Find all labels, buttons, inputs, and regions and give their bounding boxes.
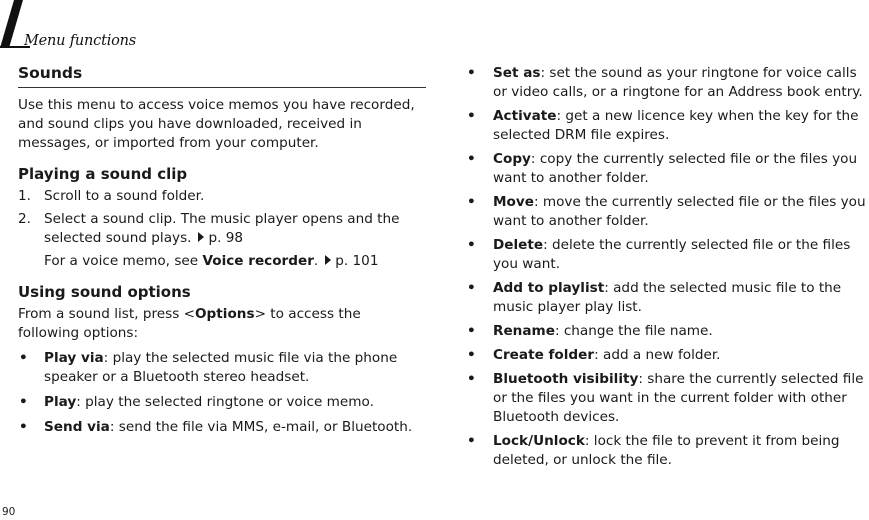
note-suffix: . bbox=[313, 253, 319, 269]
page-ref: p. 101 bbox=[335, 253, 379, 269]
list-item bbox=[466, 150, 869, 188]
option-term: Copy bbox=[493, 151, 531, 167]
running-head: Menu functions bbox=[24, 33, 137, 49]
page-ref-arrow-icon bbox=[198, 232, 204, 242]
bullet-icon: • bbox=[19, 394, 28, 410]
option-desc: : play the selected music file via the phone speaker or a Bluetooth stereo headset. bbox=[44, 350, 398, 385]
options-intro bbox=[18, 305, 426, 343]
option-desc: : get a new licence key when the key for the selected DRM file expires. bbox=[493, 108, 859, 143]
bullet-icon: • bbox=[467, 65, 476, 81]
option-desc: : lock the file to prevent it from being deleted, or unlock the file. bbox=[493, 433, 840, 468]
bullet-icon: • bbox=[467, 194, 476, 210]
bullet-icon: • bbox=[467, 347, 476, 363]
list-item bbox=[466, 432, 869, 470]
bullet-icon: • bbox=[467, 108, 476, 124]
bullet-icon: • bbox=[467, 237, 476, 253]
list-item bbox=[18, 393, 426, 412]
option-term: Play via bbox=[44, 350, 104, 366]
option-desc: : move the currently selected file or the files you want to another folder. bbox=[493, 194, 866, 229]
option-desc: : play the selected ringtone or voice memo. bbox=[76, 394, 374, 410]
option-term: Set as bbox=[493, 65, 541, 81]
playing-heading: Playing a sound clip bbox=[18, 165, 188, 183]
bullet-icon: • bbox=[19, 350, 28, 366]
note-term: Voice recorder bbox=[202, 253, 314, 269]
option-term: Activate bbox=[493, 108, 557, 124]
options-list-continued bbox=[466, 64, 869, 470]
option-desc: : send the file via MMS, e-mail, or Bluetooth. bbox=[109, 419, 413, 435]
option-desc: : copy the currently selected file or the files you want to another folder. bbox=[493, 151, 858, 186]
page-ref-arrow-icon bbox=[325, 255, 331, 265]
left-column bbox=[18, 64, 426, 443]
option-desc: : add a new folder. bbox=[594, 347, 721, 363]
bullet-icon: • bbox=[19, 419, 28, 435]
option-term: Play bbox=[44, 394, 77, 410]
right-column bbox=[466, 64, 869, 475]
option-desc: : change the file name. bbox=[554, 323, 713, 339]
step-text: Scroll to a sound folder. bbox=[44, 188, 205, 204]
bullet-icon: • bbox=[467, 371, 476, 387]
options-list bbox=[18, 349, 426, 437]
option-desc: : set the sound as your ringtone for voice calls or video calls, or a ringtone for an Address book entry. bbox=[493, 65, 863, 100]
list-item bbox=[466, 64, 869, 102]
bullet-icon: • bbox=[467, 323, 476, 339]
list-item bbox=[466, 370, 869, 427]
step-note bbox=[18, 252, 426, 271]
section-intro: Use this menu to access voice memos you have recorded, and sound clips you have downloaded, received in messages, or imported from your computer. bbox=[18, 97, 415, 151]
options-key: Options bbox=[195, 306, 255, 322]
steps-list bbox=[18, 187, 426, 248]
list-item bbox=[18, 349, 426, 387]
option-term: Delete bbox=[493, 237, 544, 253]
option-term: Bluetooth visibility bbox=[493, 371, 639, 387]
list-item bbox=[466, 236, 869, 274]
options-intro-prefix: From a sound list, press < bbox=[18, 306, 195, 322]
option-term: Create folder bbox=[493, 347, 595, 363]
option-term: Add to playlist bbox=[493, 280, 605, 296]
option-desc: : delete the currently selected file or the files you want. bbox=[493, 237, 851, 272]
step-number: 1. bbox=[18, 188, 31, 204]
option-term: Send via bbox=[44, 419, 110, 435]
options-heading: Using sound options bbox=[18, 283, 191, 301]
list-item bbox=[466, 322, 869, 341]
options-intro-suffix: > to access the following options: bbox=[18, 306, 361, 341]
list-item bbox=[466, 279, 869, 317]
list-item bbox=[466, 107, 869, 145]
bullet-icon: • bbox=[467, 280, 476, 296]
bullet-icon: • bbox=[467, 151, 476, 167]
note-prefix: For a voice memo, see bbox=[44, 253, 203, 269]
page-number: 90 bbox=[2, 506, 16, 518]
step-item bbox=[18, 210, 426, 248]
step-item bbox=[18, 187, 426, 206]
option-term: Rename bbox=[493, 323, 555, 339]
list-item bbox=[466, 193, 869, 231]
bullet-icon: • bbox=[467, 433, 476, 449]
list-item bbox=[466, 346, 869, 365]
option-term: Move bbox=[493, 194, 534, 210]
step-text: Select a sound clip. The music player opens and the selected sound plays. bbox=[44, 211, 400, 246]
option-desc: : share the currently selected file or the files you want in the current folder with other Bluetooth devices. bbox=[493, 371, 864, 425]
step-number: 2. bbox=[18, 211, 31, 227]
page-ref: p. 98 bbox=[208, 230, 244, 246]
list-item bbox=[18, 418, 426, 437]
option-desc: : add the selected music file to the music player play list. bbox=[493, 280, 842, 315]
section-title: Sounds bbox=[18, 64, 426, 88]
option-term: Lock/Unlock bbox=[493, 433, 585, 449]
